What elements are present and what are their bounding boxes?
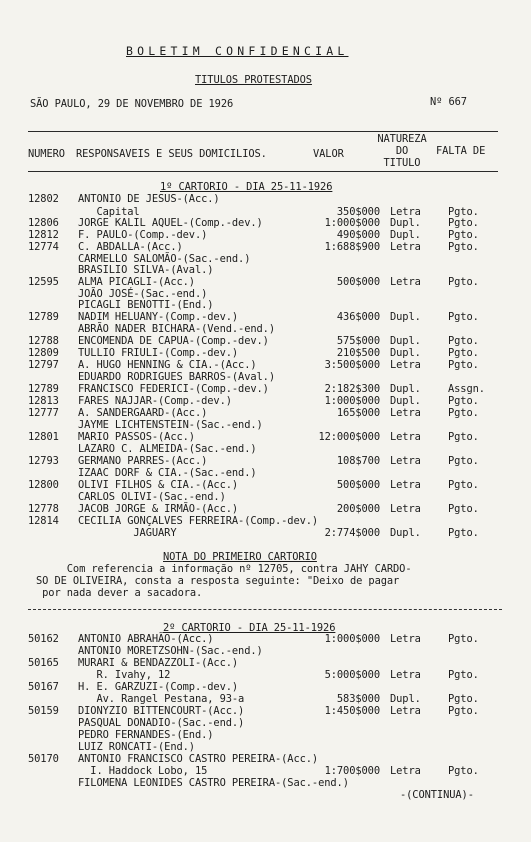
- entry-valor: 200$000: [336, 503, 380, 515]
- entry-number: 50170: [28, 753, 59, 765]
- section-1-heading: 1º CARTORIO - DIA 25-11-1926: [160, 181, 333, 193]
- entry-valor: 1:000$000: [324, 217, 380, 229]
- entry-number: 12800: [28, 479, 59, 491]
- entry-responsavel: I. Haddock Lobo, 15: [78, 765, 208, 777]
- note-line: Com referencia a informação nº 12705, contra JAHY CARDO-: [36, 563, 412, 575]
- entry-valor: 1:688$900: [324, 241, 380, 253]
- entry-responsavel: A. HUGO HENNING & CIA.-(Acc.): [78, 359, 257, 371]
- entry-valor: 1:700$000: [324, 765, 380, 777]
- entry-number: 12789: [28, 383, 59, 395]
- entry-natureza: Letra: [390, 705, 421, 717]
- entry-natureza: Dupl.: [390, 395, 421, 407]
- entry-number: 50165: [28, 657, 59, 669]
- entry-responsavel: OLIVI FILHOS & CIA.-(Acc.): [78, 479, 239, 491]
- entry-falta: Pgto.: [448, 669, 479, 681]
- note-heading: NOTA DO PRIMEIRO CARTORIO: [163, 551, 317, 563]
- entry-natureza: Dupl.: [390, 311, 421, 323]
- column-header-falta: FALTA DE: [436, 145, 486, 157]
- entry-falta: Pgto.: [448, 229, 479, 241]
- entry-responsavel: CECILIA GONÇALVES FERREIRA-(Comp.-dev.): [78, 515, 319, 527]
- entry-natureza: Dupl.: [390, 217, 421, 229]
- entry-natureza: Letra: [390, 633, 421, 645]
- column-header-natureza-2: DO: [395, 145, 409, 157]
- entry-falta: Pgto.: [448, 765, 479, 777]
- entry-number: 12777: [28, 407, 59, 419]
- entry-valor: 500$000: [336, 479, 380, 491]
- entry-natureza: Letra: [390, 206, 421, 218]
- entry-falta: Pgto.: [448, 395, 479, 407]
- column-header-valor: VALOR: [313, 148, 344, 160]
- entry-number: 12806: [28, 217, 59, 229]
- entry-responsavel: PASQUAL DONADIO-(Sac.-end.): [78, 717, 245, 729]
- entry-valor: 1:000$000: [324, 633, 380, 645]
- entry-responsavel: TULLIO FRIULI-(Comp.-dev.): [78, 347, 239, 359]
- entry-falta: Pgto.: [448, 431, 479, 443]
- entry-valor: 575$000: [336, 335, 380, 347]
- bulletin-number: Nº 667: [430, 96, 467, 108]
- entry-responsavel: MURARI & BENDAZZOLI-(Acc.): [78, 657, 239, 669]
- entry-falta: Pgto.: [448, 705, 479, 717]
- entry-number: 12814: [28, 515, 59, 527]
- entry-responsavel: JACOB JORGE & IRMÃO-(Acc.): [78, 503, 239, 515]
- entry-valor: 2:774$000: [324, 527, 380, 539]
- section-divider: [28, 609, 502, 610]
- entry-falta: Pgto.: [448, 347, 479, 359]
- entry-natureza: Letra: [390, 241, 421, 253]
- entry-responsavel: R. Ivahy, 12: [78, 669, 171, 681]
- entry-falta: Pgto.: [448, 407, 479, 419]
- entry-number: 12793: [28, 455, 59, 467]
- entry-valor: 108$700: [336, 455, 380, 467]
- entry-number: 12812: [28, 229, 59, 241]
- entry-number: 12789: [28, 311, 59, 323]
- entry-falta: Pgto.: [448, 455, 479, 467]
- entry-number: 12778: [28, 503, 59, 515]
- entry-responsavel: LAZARO C. ALMEIDA-(Sac.-end.): [78, 443, 257, 455]
- column-header-numero: NUMERO: [28, 148, 65, 160]
- entry-falta: Assgn.: [448, 383, 485, 395]
- entry-valor: 210$500: [336, 347, 380, 359]
- entry-valor: 5:000$000: [324, 669, 380, 681]
- column-header-natureza-1: NATUREZA: [377, 133, 427, 145]
- entry-falta: Pgto.: [448, 633, 479, 645]
- entry-responsavel: MARIO PASSOS-(Acc.): [78, 431, 195, 443]
- entry-responsavel: DIONYZIO BITTENCOURT-(Acc.): [78, 705, 245, 717]
- document-subtitle: TITULOS PROTESTADOS: [195, 74, 312, 86]
- entry-responsavel: JOÃO JOSÉ-(Sac.-end.): [78, 288, 208, 300]
- entry-responsavel: GERMANO PARRES-(Acc.): [78, 455, 208, 467]
- entry-falta: Pgto.: [448, 527, 479, 539]
- entry-valor: 436$000: [336, 311, 380, 323]
- document-title: BOLETIM CONFIDENCIAL: [126, 44, 349, 58]
- entry-number: 50167: [28, 681, 59, 693]
- entry-responsavel: Av. Rangel Pestana, 93-a: [78, 693, 245, 705]
- entry-valor: 12:000$000: [318, 431, 380, 443]
- entry-falta: Pgto.: [448, 335, 479, 347]
- entry-number: 12801: [28, 431, 59, 443]
- entry-natureza: Letra: [390, 765, 421, 777]
- entry-responsavel: FRANCISCO FEDERICI-(Comp.-dev.): [78, 383, 269, 395]
- entry-valor: 583$000: [336, 693, 380, 705]
- entry-falta: Pgto.: [448, 479, 479, 491]
- entry-responsavel: JAYME LICHTENSTEIN-(Sac.-end.): [78, 419, 263, 431]
- entry-responsavel: ABRÃO NADER BICHARA-(Vend.-end.): [78, 323, 275, 335]
- entry-natureza: Dupl.: [390, 693, 421, 705]
- entry-responsavel: BRASILIO SILVA-(Aval.): [78, 264, 214, 276]
- entry-falta: Pgto.: [448, 206, 479, 218]
- header-bottom-rule: [28, 171, 498, 172]
- entry-falta: Pgto.: [448, 693, 479, 705]
- entry-responsavel: ANTONIO FRANCISCO CASTRO PEREIRA-(Acc.): [78, 753, 319, 765]
- entry-natureza: Letra: [390, 479, 421, 491]
- entry-number: 12813: [28, 395, 59, 407]
- entry-falta: Pgto.: [448, 241, 479, 253]
- entry-number: 12788: [28, 335, 59, 347]
- entry-valor: 165$000: [336, 407, 380, 419]
- entry-falta: Pgto.: [448, 276, 479, 288]
- entry-responsavel: JAGUARY: [78, 527, 177, 539]
- entry-responsavel: PICAGLI BENOTTI-(End.): [78, 299, 214, 311]
- entry-responsavel: ANTONIO DE JESUS-(Acc.): [78, 193, 220, 205]
- entry-falta: Pgto.: [448, 217, 479, 229]
- entry-responsavel: ANTONIO ABRAHÃO-(Acc.): [78, 633, 214, 645]
- entry-number: 12774: [28, 241, 59, 253]
- entry-responsavel: FILOMENA LEONIDES CASTRO PEREIRA-(Sac.-end.): [78, 777, 349, 789]
- entry-valor: 2:182$300: [324, 383, 380, 395]
- entry-valor: 1:450$000: [324, 705, 380, 717]
- entry-natureza: Letra: [390, 503, 421, 515]
- header-top-rule: [28, 131, 498, 132]
- column-header-responsaveis: RESPONSAVEIS E SEUS DOMICILIOS.: [76, 148, 267, 160]
- section-2-heading: 2º CARTORIO - DIA 25-11-1926: [163, 622, 336, 634]
- continua-label: -(CONTINUA)-: [400, 789, 474, 801]
- entry-responsavel: Capital: [78, 206, 140, 218]
- entry-responsavel: LUIZ RONCATI-(End.): [78, 741, 195, 753]
- entry-natureza: Letra: [390, 359, 421, 371]
- entry-number: 12797: [28, 359, 59, 371]
- entry-natureza: Dupl.: [390, 335, 421, 347]
- entry-responsavel: FARES NAJJAR-(Comp.-dev.): [78, 395, 232, 407]
- entry-valor: 350$000: [336, 206, 380, 218]
- entry-falta: Pgto.: [448, 359, 479, 371]
- entry-responsavel: ENCOMENDA DE CAPUA-(Comp.-dev.): [78, 335, 269, 347]
- entry-responsavel: C. ABDALLA-(Acc.): [78, 241, 183, 253]
- entry-valor: 500$000: [336, 276, 380, 288]
- entry-responsavel: CARLOS OLIVI-(Sac.-end.): [78, 491, 226, 503]
- note-line: por nada dever a sacadora.: [36, 587, 203, 599]
- entry-natureza: Letra: [390, 455, 421, 467]
- place-date: SÃO PAULO, 29 DE NOVEMBRO DE 1926: [30, 98, 234, 110]
- entry-natureza: Dupl.: [390, 383, 421, 395]
- entry-natureza: Dupl.: [390, 229, 421, 241]
- entry-natureza: Letra: [390, 431, 421, 443]
- column-header-natureza-3: TITULO: [383, 157, 421, 169]
- entry-responsavel: PEDRO FERNANDES-(End.): [78, 729, 214, 741]
- entry-number: 12595: [28, 276, 59, 288]
- entry-number: 12802: [28, 193, 59, 205]
- entry-natureza: Letra: [390, 276, 421, 288]
- entry-natureza: Letra: [390, 407, 421, 419]
- entry-responsavel: IZAAC DORF & CIA.-(Sac.-end.): [78, 467, 257, 479]
- entry-number: 12809: [28, 347, 59, 359]
- entry-responsavel: EDUARDO RODRIGUES BARROS-(Aval.): [78, 371, 275, 383]
- entry-valor: 1:000$000: [324, 395, 380, 407]
- entry-responsavel: NADIM HELUANY-(Comp.-dev.): [78, 311, 239, 323]
- entry-valor: 3:500$000: [324, 359, 380, 371]
- entry-responsavel: ANTONIO MORETZSOHN-(Sac.-end.): [78, 645, 263, 657]
- entry-responsavel: CARMELLO SALOMÃO-(Sac.-end.): [78, 253, 251, 265]
- entry-number: 50159: [28, 705, 59, 717]
- entry-natureza: Dupl.: [390, 527, 421, 539]
- entry-responsavel: JORGE KALIL AQUEL-(Comp.-dev.): [78, 217, 263, 229]
- entry-falta: Pgto.: [448, 503, 479, 515]
- entry-natureza: Letra: [390, 669, 421, 681]
- entry-responsavel: F. PAULO-(Comp.-dev.): [78, 229, 208, 241]
- entry-valor: 490$000: [336, 229, 380, 241]
- entry-falta: Pgto.: [448, 311, 479, 323]
- entry-number: 50162: [28, 633, 59, 645]
- entry-natureza: Dupl.: [390, 347, 421, 359]
- entry-responsavel: ALMA PICAGLI-(Acc.): [78, 276, 195, 288]
- entry-responsavel: H. E. GARZUZI-(Comp.-dev.): [78, 681, 239, 693]
- note-line: SO DE OLIVEIRA, consta a resposta seguinte: "Deixo de pagar: [36, 575, 400, 587]
- entry-responsavel: A. SANDERGAARD-(Acc.): [78, 407, 208, 419]
